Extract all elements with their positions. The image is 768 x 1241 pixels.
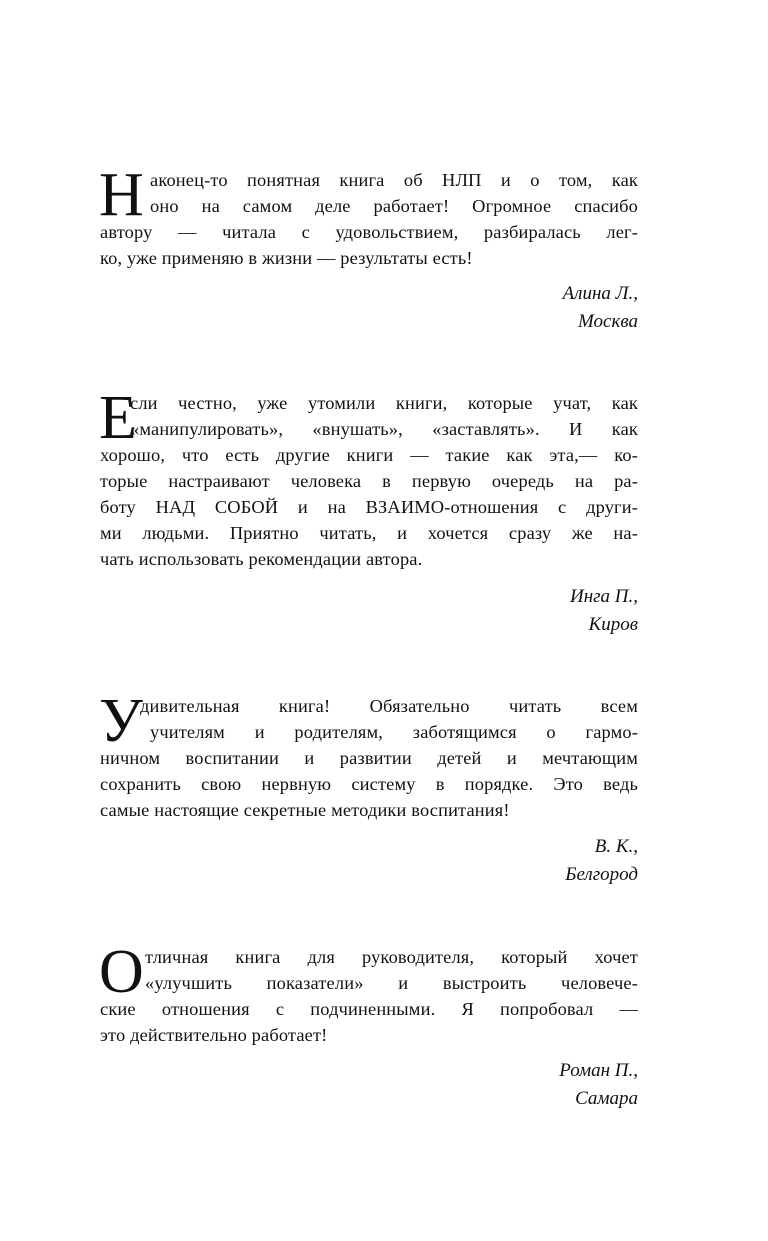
review-line: ми людьми. Приятно читать, и хочется сразу же на- xyxy=(100,523,638,543)
review-line: чать использовать рекомендации автора. xyxy=(100,549,423,569)
drop-cap: О xyxy=(99,938,144,1006)
review-line: хорошо, что есть другие книги — такие как эта,— ко- xyxy=(100,445,638,465)
review-line: «манипулировать», «внушать», «заставлять». И как xyxy=(130,419,638,439)
review-line: оно на самом деле работает! Огромное спасибо xyxy=(150,196,638,216)
review-city: Москва xyxy=(578,311,638,332)
review-line: «улучшить показатели» и выстроить человече- xyxy=(145,973,638,993)
review-author: Роман П., xyxy=(559,1060,638,1081)
review-city: Киров xyxy=(588,614,638,635)
review-line: это действительно работает! xyxy=(100,1025,328,1045)
review-line: дивительная книга! Обязательно читать всем xyxy=(140,696,638,716)
review-line: сохранить свою нервную систему в порядке. Это ведь xyxy=(100,774,638,794)
review-line: ничном воспитании и развитии детей и мечтающим xyxy=(100,748,638,768)
drop-cap: Н xyxy=(99,161,144,229)
review-city: Белгород xyxy=(565,864,638,885)
review-city: Самара xyxy=(575,1088,638,1109)
drop-cap: Е xyxy=(99,384,137,452)
review-line: боту НАД СОБОЙ и на ВЗАИМО-отношения с други- xyxy=(100,497,638,517)
review-line: сли честно, уже утомили книги, которые учат, как xyxy=(130,393,638,413)
review-author: В. К., xyxy=(594,836,638,857)
drop-cap: У xyxy=(99,687,143,755)
review-author: Инга П., xyxy=(569,586,638,607)
review-author: Алина Л., xyxy=(562,283,638,304)
review-line: ко, уже применяю в жизни — результаты есть! xyxy=(100,248,473,268)
review-line: самые настоящие секретные методики воспитания! xyxy=(100,800,510,820)
review-line: автору — читала с удовольствием, разбиралась лег- xyxy=(100,222,638,242)
review-line: аконец-то понятная книга об НЛП и о том, как xyxy=(150,170,638,190)
review-line: учителям и родителям, заботящимся о гармо- xyxy=(150,722,638,742)
review-line: торые настраивают человека в первую очередь на ра- xyxy=(100,471,638,491)
review-line: ские отношения с подчиненными. Я попробовал — xyxy=(100,999,638,1019)
review-line: тличная книга для руководителя, который хочет xyxy=(145,947,638,967)
